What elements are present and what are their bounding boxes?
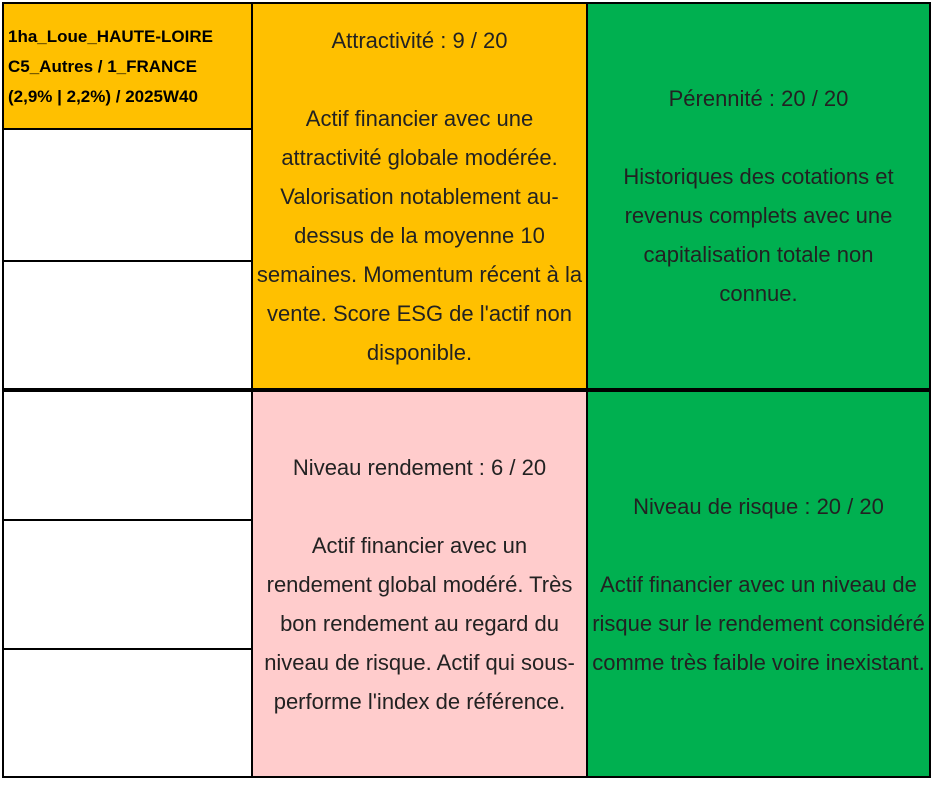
asset-category: C5_Autres / 1_FRANCE bbox=[8, 57, 197, 76]
attractivite-title: Attractivité : 9 / 20 bbox=[331, 27, 508, 53]
rendement-card bbox=[251, 390, 588, 778]
empty-cell bbox=[2, 260, 253, 390]
asset-name: 1ha_Loue_HAUTE-LOIRE bbox=[8, 27, 213, 46]
attractivite-card bbox=[251, 2, 588, 390]
perennite-card bbox=[586, 2, 931, 390]
risque-title: Niveau de risque : 20 / 20 bbox=[633, 493, 884, 519]
empty-cell bbox=[2, 648, 253, 778]
attractivite-text: Actif financier avec une attractivité globale modérée. Valorisation notablement au-dessus de la moyenne 10 semaines. Momentum récent à la vente. Score ESG de l'actif non disponible. bbox=[256, 105, 583, 365]
asset-stats: (2,9% | 2,2%) / 2025W40 bbox=[8, 87, 198, 106]
empty-cell bbox=[2, 390, 253, 521]
perennite-text: Historiques des cotations et revenus complets avec une capitalisation totale non connue. bbox=[623, 164, 894, 306]
perennite-title: Pérennité : 20 / 20 bbox=[668, 86, 849, 111]
risque-card bbox=[586, 390, 931, 778]
empty-cell bbox=[2, 128, 253, 262]
empty-cell bbox=[2, 519, 253, 650]
rendement-text: Actif financier avec un rendement global modéré. Très bon rendement au regard du niveau de risque. Actif qui sous-performe l'index de référence. bbox=[264, 532, 575, 714]
asset-header bbox=[2, 2, 253, 130]
risque-text: Actif financier avec un niveau de risque sur le rendement considéré comme très faible voire inexistant. bbox=[592, 571, 925, 675]
rendement-title: Niveau rendement : 6 / 20 bbox=[292, 454, 547, 480]
